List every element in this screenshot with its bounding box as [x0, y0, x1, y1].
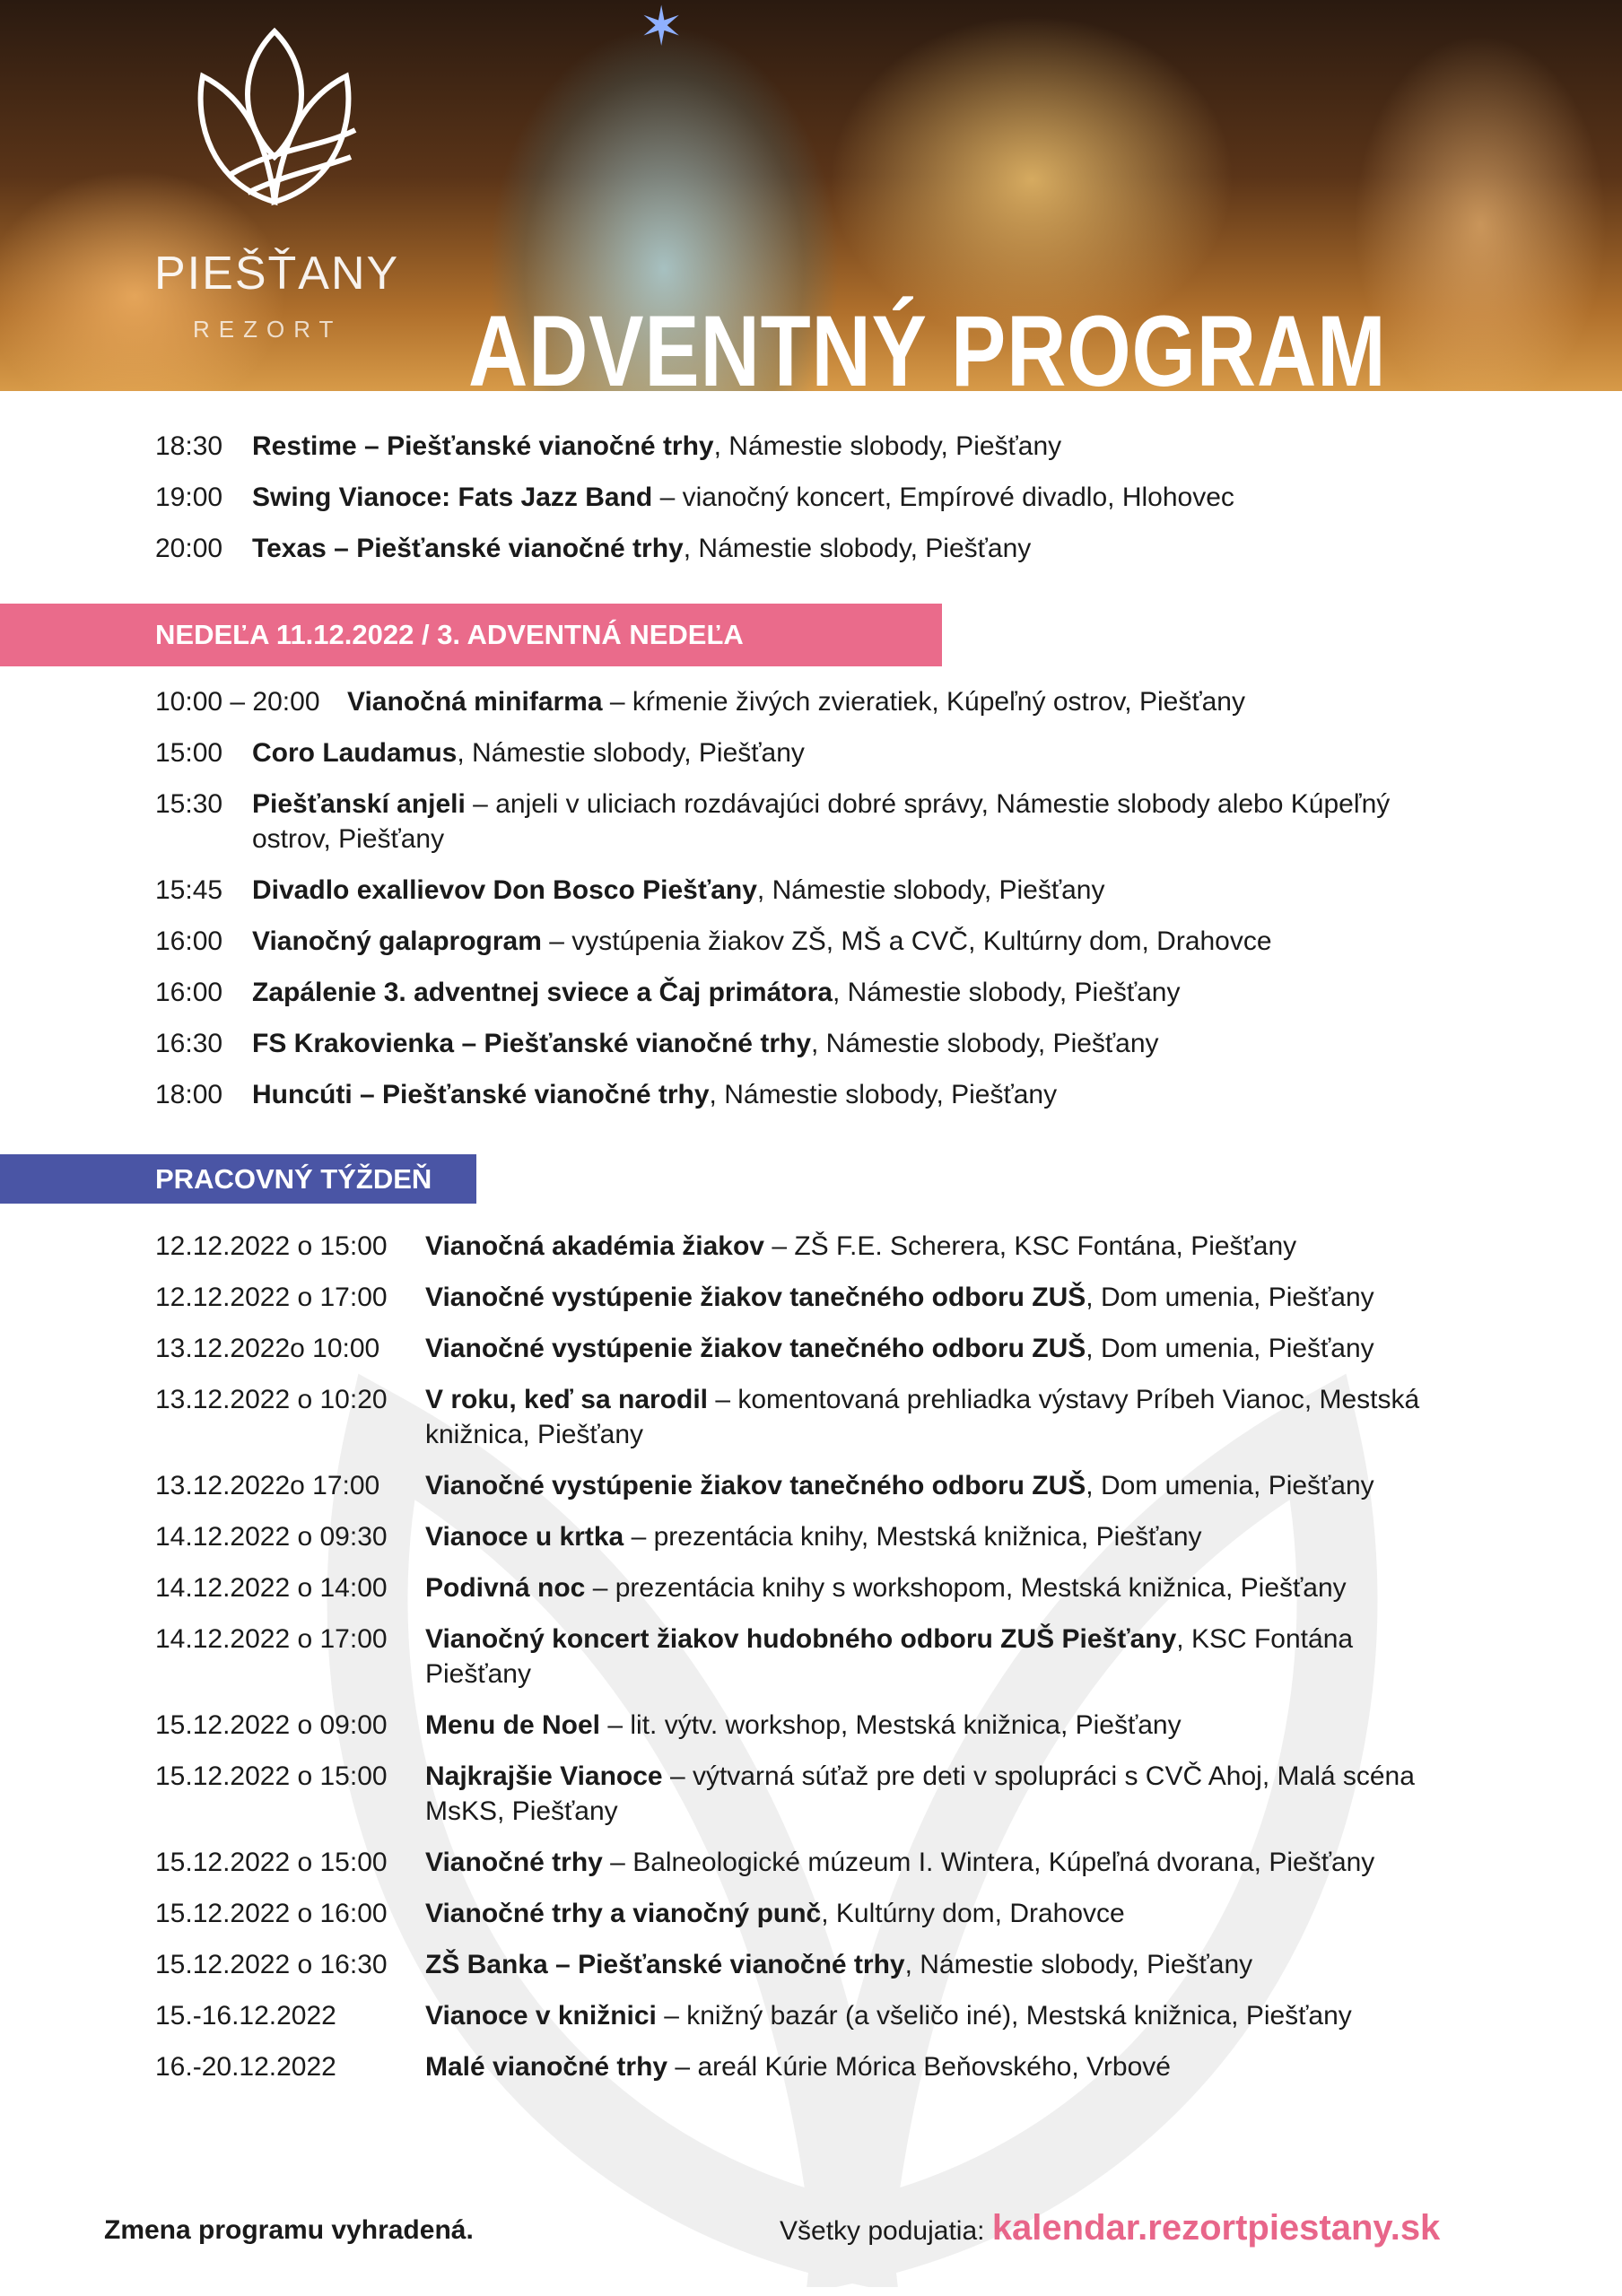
event-description: [425, 1896, 1465, 1931]
event-details: – prezentácia knihy, Mestská knižnica, Piešťany: [624, 1522, 1202, 1552]
event-description: [252, 429, 1465, 464]
event-time: 13.12.2022o 17:00: [155, 1471, 380, 1500]
event-time: 15:30: [155, 789, 223, 819]
event-description: [425, 1708, 1465, 1743]
event-time: 14.12.2022 o 14:00: [155, 1573, 388, 1603]
event-details: , Námestie slobody, Piešťany: [683, 534, 1032, 563]
event-details: – vianočný koncert, Empírové divadlo, Hlohovec: [652, 483, 1234, 512]
event-time: 13.12.2022 o 10:20: [155, 1385, 388, 1414]
week-heading: [0, 1154, 476, 1204]
event-description: [425, 1519, 1465, 1554]
event-description: [252, 480, 1465, 515]
all-events: [780, 2208, 1440, 2248]
event-description: [425, 1947, 1465, 1982]
event-row: [155, 1026, 1429, 1061]
event-title: Podivná noc: [425, 1573, 586, 1603]
event-row: [155, 1759, 1465, 1829]
event-row: [155, 2049, 1465, 2084]
event-title: Coro Laudamus: [252, 738, 458, 768]
event-title: Vianoce u krtka: [425, 1522, 624, 1552]
event-title: V roku, keď sa narodil: [425, 1385, 708, 1414]
event-title: FS Krakovienka – Piešťanské vianočné trhy: [252, 1029, 811, 1058]
event-description: [425, 1382, 1465, 1452]
event-description: [252, 1077, 1429, 1112]
event-time: 12.12.2022 o 15:00: [155, 1231, 388, 1261]
page-title: ADVENTNÝ PROGRAM: [468, 295, 1387, 391]
event-title: Vianočné vystúpenie žiakov tanečného odboru ZUŠ: [425, 1283, 1086, 1312]
event-description: [252, 531, 1465, 566]
piestany-logo: [176, 22, 373, 211]
event-row: [155, 787, 1429, 857]
event-description: [425, 1229, 1465, 1264]
event-row: [155, 1280, 1465, 1315]
event-details: – anjeli v uliciach rozdávajúci dobré správy, Námestie slobody alebo Kúpeľný ostrov, Piešťany: [252, 789, 1391, 854]
event-details: , Námestie slobody, Piešťany: [811, 1029, 1159, 1058]
event-row: [155, 1468, 1465, 1503]
event-row: [155, 480, 1465, 515]
event-details: , Námestie slobody, Piešťany: [756, 875, 1105, 905]
event-time: 14.12.2022 o 17:00: [155, 1624, 388, 1654]
event-details: – Balneologické múzeum I. Wintera, Kúpeľná dvorana, Piešťany: [602, 1848, 1375, 1877]
week-heading-text: PRACOVNÝ TÝŽDEŇ: [155, 1162, 432, 1195]
event-row: [155, 1077, 1429, 1112]
brand-name: PIEŠŤANY: [154, 248, 400, 300]
event-row: [155, 1229, 1465, 1264]
event-row: [155, 873, 1429, 908]
event-details: , Dom umenia, Piešťany: [1086, 1471, 1374, 1500]
event-title: Swing Vianoce: Fats Jazz Band: [252, 483, 653, 512]
event-title: Vianočný koncert žiakov hudobného odboru ZUŠ Piešťany: [425, 1624, 1177, 1654]
event-description: [425, 1845, 1465, 1880]
sunday-heading-text: NEDEĽA 11.12.2022 / 3. ADVENTNÁ NEDEĽA: [155, 619, 744, 650]
event-details: , Námestie slobody, Piešťany: [904, 1950, 1253, 1979]
event-row: [155, 1947, 1465, 1982]
event-time: 15.12.2022 o 15:00: [155, 1761, 388, 1791]
event-description: [425, 1468, 1465, 1503]
event-description: [252, 975, 1429, 1010]
event-time: 15.12.2022 o 16:00: [155, 1899, 388, 1928]
event-details: , KSC Fontána Piešťany: [425, 1624, 1354, 1689]
event-details: , Námestie slobody, Piešťany: [709, 1080, 1058, 1109]
event-details: – areál Kúrie Mórica Beňovského, Vrbové: [667, 2052, 1171, 2082]
event-description: [425, 1622, 1465, 1692]
event-title: Vianočné vystúpenie žiakov tanečného odboru ZUŠ: [425, 1471, 1086, 1500]
event-title: ZŠ Banka – Piešťanské vianočné trhy: [425, 1950, 905, 1979]
hero-image: [0, 0, 1622, 391]
event-description: [425, 1331, 1465, 1366]
event-description: [425, 1280, 1465, 1315]
event-title: Restime – Piešťanské vianočné trhy: [252, 431, 714, 461]
event-time: 16.-20.12.2022: [155, 2052, 336, 2082]
event-description: [425, 1570, 1465, 1605]
event-row: [155, 975, 1429, 1010]
event-details: , Námestie slobody, Piešťany: [457, 738, 805, 768]
event-details: – lit. výtv. workshop, Mestská knižnica, Piešťany: [600, 1710, 1182, 1740]
event-details: – výtvarná súťaž pre deti v spolupráci s CVČ Ahoj, Malá scéna MsKS, Piešťany: [425, 1761, 1415, 1826]
event-time: 16:00: [155, 978, 223, 1007]
event-row: [155, 1708, 1465, 1743]
event-time: 20:00: [155, 534, 223, 563]
all-events-label: Všetky podujatia:: [780, 2216, 992, 2246]
event-description: [425, 2049, 1465, 2084]
event-time: 16:00: [155, 926, 223, 956]
event-row: [155, 1622, 1465, 1692]
event-details: , Dom umenia, Piešťany: [1086, 1283, 1374, 1312]
event-time: 18:30: [155, 431, 223, 461]
event-row: [155, 1896, 1465, 1931]
event-time: 15:00: [155, 738, 223, 768]
saturday-list: [155, 429, 1465, 582]
event-time: 14.12.2022 o 09:30: [155, 1522, 388, 1552]
event-row: [155, 1570, 1465, 1605]
event-row: [155, 1519, 1465, 1554]
event-title: Vianočná minifarma: [347, 687, 603, 717]
event-time: 16:30: [155, 1029, 223, 1058]
event-title: Texas – Piešťanské vianočné trhy: [252, 534, 684, 563]
event-row: [155, 924, 1429, 959]
event-title: Vianočná akadémia žiakov: [425, 1231, 764, 1261]
event-title: Vianočné trhy: [425, 1848, 603, 1877]
event-title: Vianočné vystúpenie žiakov tanečného odboru ZUŠ: [425, 1334, 1086, 1363]
event-description: [252, 924, 1429, 959]
event-time: 10:00 – 20:00: [155, 687, 320, 717]
event-time: 15.-16.12.2022: [155, 2001, 336, 2031]
event-title: Malé vianočné trhy: [425, 2052, 668, 2082]
event-row: [155, 429, 1465, 464]
event-details: – vystúpenia žiakov ZŠ, MŠ a CVČ, Kultúrny dom, Drahovce: [541, 926, 1272, 956]
event-title: Zapálenie 3. adventnej sviece a Čaj primátora: [252, 978, 833, 1007]
event-title: Divadlo exallievov Don Bosco Piešťany: [252, 875, 757, 905]
event-row: [155, 531, 1465, 566]
event-details: – knižný bazár (a všeličo iné), Mestská knižnica, Piešťany: [656, 2001, 1352, 2031]
event-time: 13.12.2022o 10:00: [155, 1334, 380, 1363]
event-description: [252, 735, 1429, 770]
event-title: Vianoce v knižnici: [425, 2001, 657, 2031]
event-title: Huncúti – Piešťanské vianočné trhy: [252, 1080, 710, 1109]
event-time: 15.12.2022 o 15:00: [155, 1848, 388, 1877]
star-icon: ✶: [639, 0, 685, 57]
disclaimer: Zmena programu vyhradená.: [104, 2215, 474, 2245]
event-details: – prezentácia knihy s workshopom, Mestská knižnica, Piešťany: [585, 1573, 1347, 1603]
event-row: [155, 735, 1429, 770]
brand-sub: REZORT: [193, 316, 343, 343]
event-row: [155, 1845, 1465, 1880]
event-details: , Dom umenia, Piešťany: [1086, 1334, 1374, 1363]
event-description: [425, 1759, 1465, 1829]
event-description: [252, 787, 1429, 857]
event-description: [252, 873, 1429, 908]
event-details: , Kultúrny dom, Drahovce: [821, 1899, 1125, 1928]
event-time: 15.12.2022 o 16:30: [155, 1950, 388, 1979]
event-time: 12.12.2022 o 17:00: [155, 1283, 388, 1312]
event-description: [425, 1998, 1465, 2033]
week-list: [155, 1229, 1465, 2100]
calendar-link[interactable]: kalendar.rezortpiestany.sk: [991, 2208, 1441, 2248]
event-time: 15:45: [155, 875, 223, 905]
event-row: [155, 1998, 1465, 2033]
event-description: [252, 1026, 1429, 1061]
event-title: Vianočné trhy a vianočný punč: [425, 1899, 822, 1928]
event-time: 19:00: [155, 483, 223, 512]
event-details: , Námestie slobody, Piešťany: [713, 431, 1062, 461]
event-row: [155, 1382, 1465, 1452]
event-details: – kŕmenie živých zvieratiek, Kúpeľný ostrov, Piešťany: [602, 687, 1245, 717]
event-details: , Námestie slobody, Piešťany: [832, 978, 1181, 1007]
event-title: Menu de Noel: [425, 1710, 601, 1740]
event-details: – ZŠ F.E. Scherera, KSC Fontána, Piešťany: [763, 1231, 1297, 1261]
event-title: Vianočný galaprogram: [252, 926, 542, 956]
event-row: [155, 684, 1429, 719]
event-title: Piešťanskí anjeli: [252, 789, 466, 819]
event-row: [155, 1331, 1465, 1366]
sunday-list: [155, 684, 1429, 1128]
event-details: – komentovaná prehliadka výstavy Príbeh Vianoc, Mestská knižnica, Piešťany: [425, 1385, 1420, 1449]
event-time: 15.12.2022 o 09:00: [155, 1710, 388, 1740]
event-time: 18:00: [155, 1080, 223, 1109]
event-description: [347, 684, 1429, 719]
sunday-heading: [0, 604, 942, 666]
event-title: Najkrajšie Vianoce: [425, 1761, 663, 1791]
